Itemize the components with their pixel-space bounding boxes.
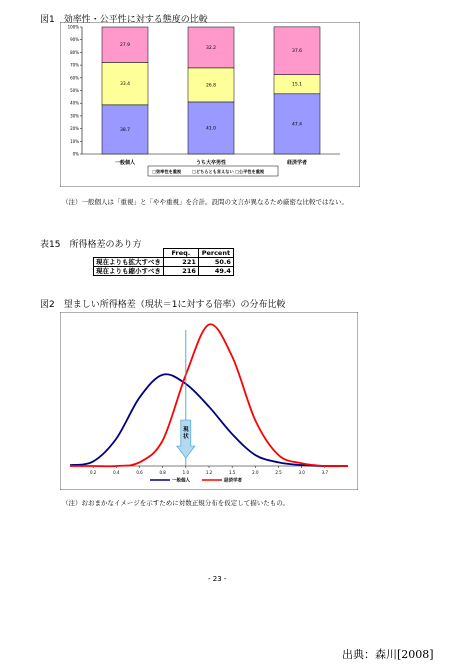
data-label: 38.7 xyxy=(119,127,131,133)
bar-series xyxy=(102,27,320,154)
y-tick-label: 30% xyxy=(70,113,79,119)
status-quo-marker xyxy=(177,330,195,466)
row-percent: 49.4 xyxy=(198,267,233,276)
table15-title: 表15 所得格差のあり方 xyxy=(40,240,142,250)
figure2-note: （注）おおまかなイメージを示すために対数正規分布を仮定して描いたもの。 xyxy=(62,499,290,507)
data-label: 27.9 xyxy=(119,43,131,49)
x-tick-label: 2.0 xyxy=(252,470,259,475)
y-tick-label: 90% xyxy=(70,37,79,43)
x-tick-label: 0.2 xyxy=(89,470,97,475)
data-label: 15.1 xyxy=(291,82,303,88)
legend-entry: 経済学者 xyxy=(224,478,242,484)
data-label: 32.2 xyxy=(205,45,217,51)
y-tick-label: 60% xyxy=(70,75,79,81)
source-citation: 出典：森川[2008] xyxy=(342,648,434,661)
legend-entry: □公平性を重視 xyxy=(235,169,265,174)
y-tick-label: 40% xyxy=(70,100,79,106)
row-label: 現在よりも縮小すべき xyxy=(94,267,164,276)
legend-entry: □どちらとも言えない xyxy=(192,169,234,174)
category-label: うち大卒男性 xyxy=(195,160,227,166)
row-freq: 221 xyxy=(163,258,198,267)
row-freq: 216 xyxy=(163,267,198,276)
y-tick-label: 20% xyxy=(70,126,79,132)
data-label: 33.4 xyxy=(119,82,131,88)
y-tick-label: 10% xyxy=(70,138,79,144)
page-number: - 23 - xyxy=(208,575,227,583)
x-tick-label: 0.8 xyxy=(159,470,166,475)
x-tick-label: 1.2 xyxy=(205,470,213,475)
x-tick-label: 3.0 xyxy=(298,470,305,475)
data-label: 47.4 xyxy=(291,122,303,128)
category-label: 一般個人 xyxy=(114,160,136,166)
category-labels xyxy=(115,159,307,166)
y-tick-label: 100% xyxy=(67,24,79,30)
row-label: 現在よりも拡大すべき xyxy=(94,258,164,267)
data-label: 37.6 xyxy=(291,49,303,55)
y-tick-label: 50% xyxy=(70,88,79,93)
individual-curve xyxy=(70,374,348,466)
row-percent: 50.6 xyxy=(198,258,233,267)
x-tick-label: 2.5 xyxy=(275,470,282,475)
x-axis xyxy=(70,466,348,475)
chart-legend xyxy=(150,477,242,484)
y-tick-label: 70% xyxy=(70,62,79,68)
chart-frame xyxy=(60,312,358,490)
category-label: 経済学者 xyxy=(286,160,308,166)
status-quo-label-char: 現 xyxy=(183,427,189,433)
figure1-note: （注）一般個人は「重視」と「やや重視」を合計。設問の文言が異なるため厳密な比較ではない。 xyxy=(62,198,348,206)
status-quo-label-char: 状 xyxy=(183,434,189,440)
figure2-distribution-chart xyxy=(60,312,358,490)
figure1-bar-chart xyxy=(60,22,360,187)
table-row xyxy=(94,267,234,276)
y-tick-label: 80% xyxy=(70,49,79,55)
figure2-title: 図2 望ましい所得格差（現状＝1に対する倍率）の分布比較 xyxy=(40,300,286,310)
chart-legend xyxy=(148,166,278,176)
x-tick-label: 0.6 xyxy=(136,470,143,475)
legend-entry: □効率性を重視 xyxy=(152,169,182,174)
header-percent: Percent xyxy=(198,249,233,258)
x-tick-label: 0.4 xyxy=(113,470,120,475)
x-tick-label: 1.5 xyxy=(228,470,236,475)
table-header-row xyxy=(94,249,234,258)
x-tick-label: 3.7 xyxy=(321,470,329,475)
income-gap-table xyxy=(93,248,234,276)
x-tick-label: 1.0 xyxy=(182,470,190,475)
table-row xyxy=(94,258,234,267)
legend-entry: 一般個人 xyxy=(172,478,190,484)
header-freq: Freq. xyxy=(163,249,198,258)
figure1-title: 図1 効率性・公平性に対する態度の比較 xyxy=(40,15,208,25)
data-label: 41.0 xyxy=(205,126,217,132)
data-label: 26.8 xyxy=(205,83,217,89)
distribution-curves xyxy=(70,324,348,466)
y-tick-label: 0% xyxy=(72,151,79,157)
header-blank xyxy=(94,249,164,258)
